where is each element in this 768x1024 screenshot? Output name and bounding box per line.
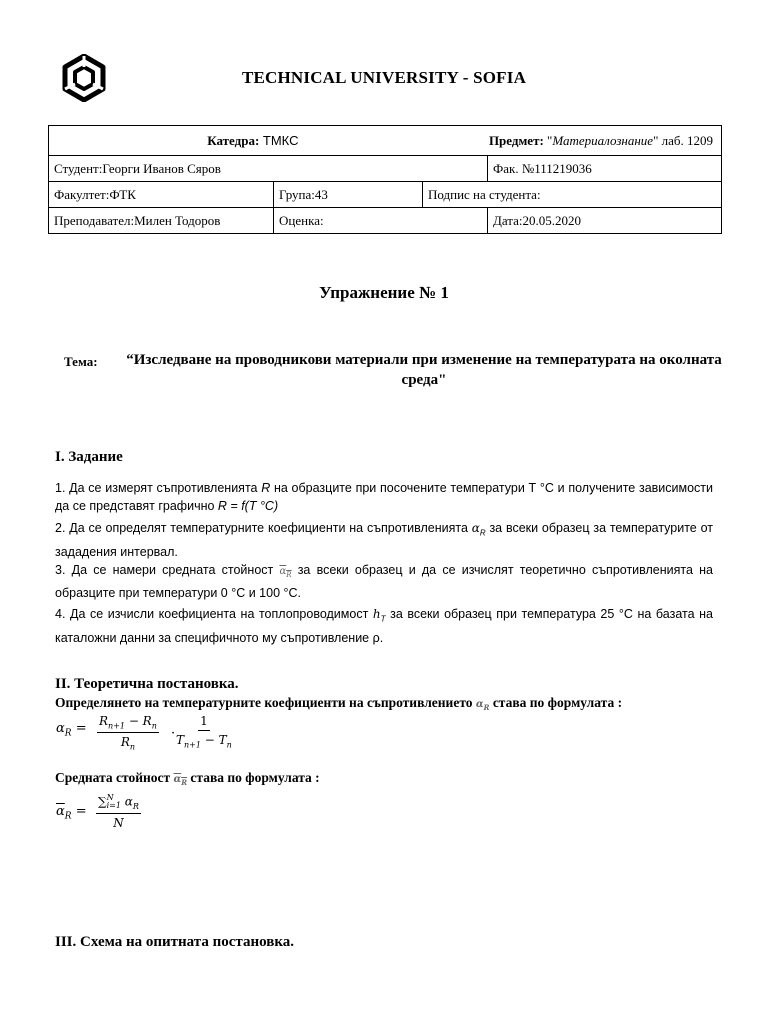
section-2-title: II. Теоретична постановка. [55,676,239,692]
task-item-3: 3. Да се намери средната стойност $\alpha_R$ за всеки образец и да се изчислят теоретично съпротивленията на образците при температури 0 °С и 100 °С. [55,563,713,600]
exercise-title: Упражнение № 1 [319,283,449,302]
table-row [49,156,722,182]
tema-label: Тема: [64,354,98,369]
formula-2-caption: Средната стойност $\alpha_R$ става по формулата : [55,770,320,787]
katedra-value: ТМКС [259,132,299,148]
formula-1-caption: Определянето на температурните коефициенти на съпротивлението $\alpha_R$ става по формулата : [55,695,623,712]
task-item-2: 2. Да се определят температурните коефициенти на съпротивленията $\alpha_R$ за всеки образец за температурите от зададения интервал. [55,521,713,559]
ocenka-cell: Оценка: [274,208,488,234]
katedra-label: Катедра: [207,132,260,148]
student-cell: Студент:Георги Иванов Сяров [49,156,488,182]
section-1-title: I. Задание [55,449,123,465]
prepodavatel-cell: Преподавател:Милен Тодоров [49,208,274,234]
university-name: TECHNICAL UNIVERSITY - SOFIA [241,68,527,87]
data-cell: Дата:20.05.2020 [488,208,722,234]
task-item-1: 1. Да се измерят съпротивленията R на образците при посочените температури Т °С и получените зависимости да се представят графично R = f(T °C) [55,481,713,513]
grupa-cell: Група:43 [274,182,423,208]
section-3-title: III. Схема на опитната постановка. [55,934,294,950]
predmet-label: Предмет: [488,132,544,148]
predmet-value: Материалознание [552,132,654,148]
info-table [48,125,722,234]
alpha-bar-symbol: $\alpha_R$ [279,566,292,579]
tema-text: “Изследване на проводникови материали при изменение на температурата на околната среда" [126,352,722,388]
table-row: Катедра: ТМКС Предмет: "Материалознание" лаб. 1209 [49,126,722,156]
task-item-4: 4. Да се изчисли коефициента на топлопроводимост $h_T$ за всеки образец при температура 25 °С на базата на каталожни данни за специфичното му съпротивление ρ. [55,607,713,645]
fak-no-cell: Фак. №111219036 [488,156,722,182]
podpis-cell: Подпис на студента: [423,182,722,208]
fakultet-cell: Факултет:ФТК [49,182,274,208]
table-row [49,208,722,234]
table-row [49,182,722,208]
